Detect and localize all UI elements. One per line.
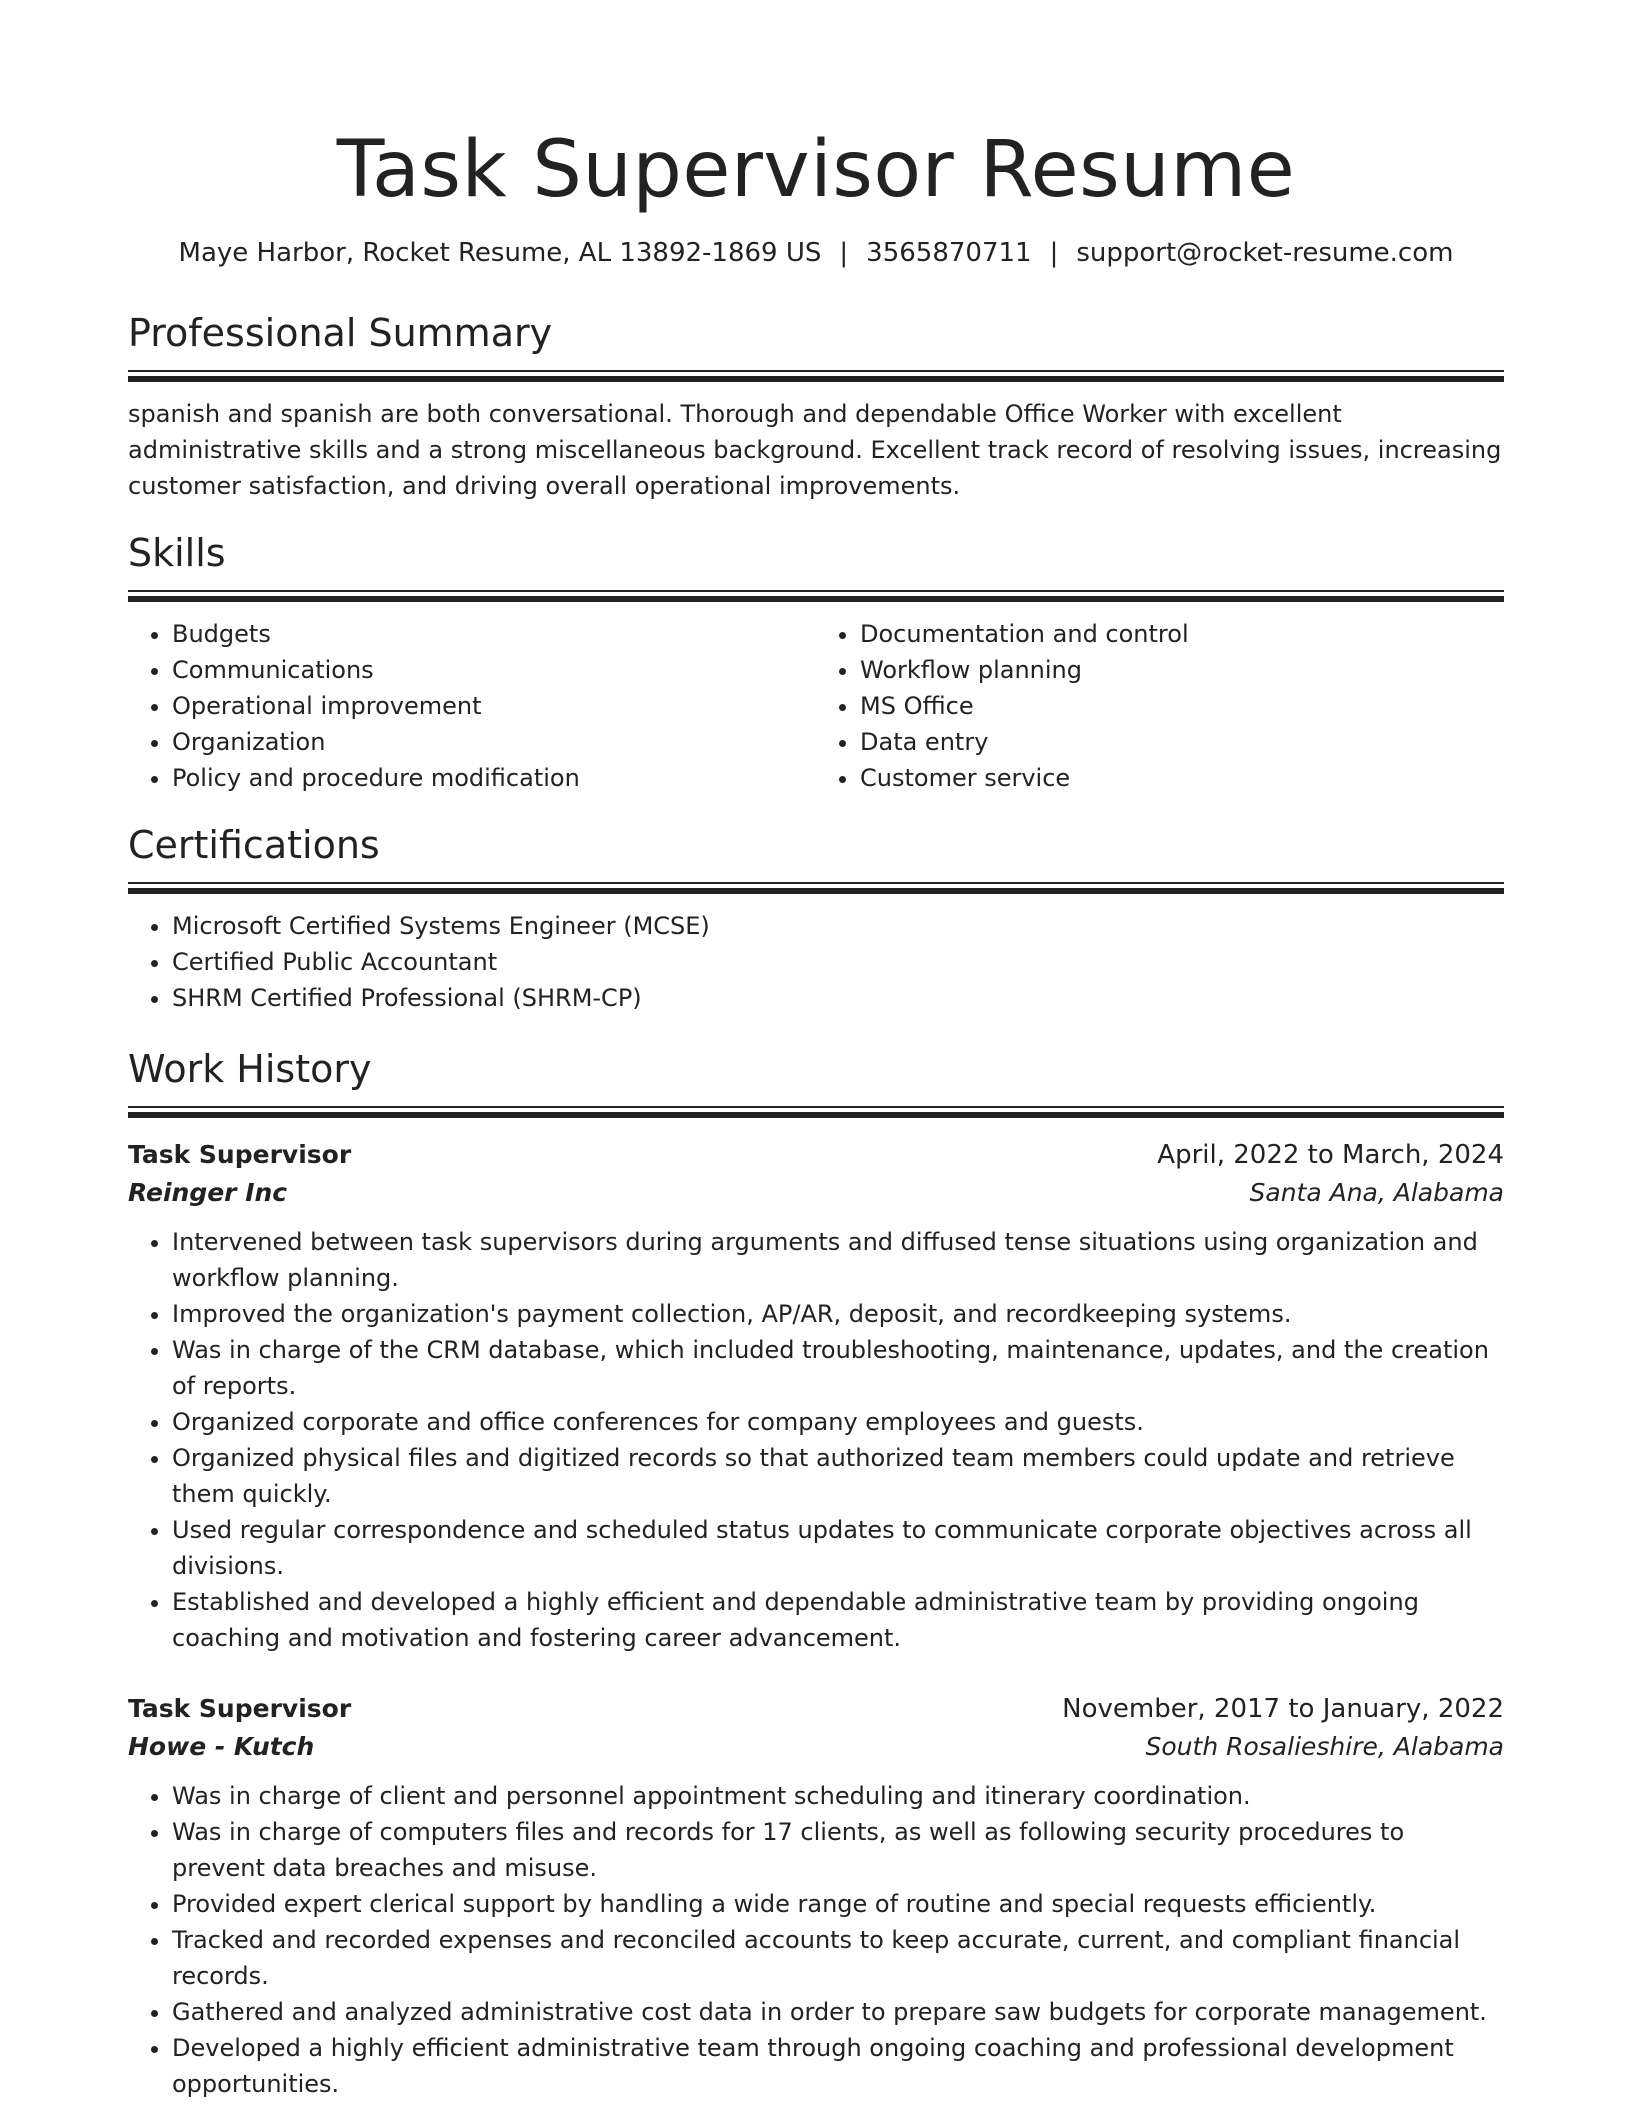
contact-separator: | bbox=[1049, 238, 1059, 268]
job-duty-item: • Was in charge of computers files and records for 17 clients, as well as following security procedures to prevent data breaches and misuse. bbox=[172, 1814, 1504, 1886]
job-duty-item: • Provided expert clerical support by handling a wide range of routine and special requests efficiently. bbox=[172, 1886, 1504, 1922]
section-heading: Skills bbox=[128, 531, 226, 575]
section-divider bbox=[128, 590, 1504, 602]
job-duty-item: • Tracked and recorded expenses and reconciled accounts to keep accurate, current, and compliant financial records. bbox=[172, 1922, 1504, 1994]
contact-separator: | bbox=[839, 238, 849, 268]
job-duty-item: • Was in charge of the CRM database, which included troubleshooting, maintenance, updates, and the creation of reports. bbox=[172, 1332, 1504, 1404]
summary-text: spanish and spanish are both conversational. Thorough and dependable Office Worker with excellent administrative skills and a strong miscellaneous background. Excellent track record of resolving issues, increasing customer satisfaction, and driving overall operational improvements. bbox=[128, 400, 1502, 500]
certifications-section bbox=[128, 822, 1504, 1016]
skill-item: • Organization bbox=[172, 724, 816, 760]
job-company-row bbox=[128, 1728, 1504, 1766]
skill-item: • Operational improvement bbox=[172, 688, 816, 724]
job-duty-item: • Intervened between task supervisors during arguments and diffused tense situations using organization and workflow planning. bbox=[172, 1224, 1504, 1296]
contact-email: support@rocket-resume.com bbox=[1076, 238, 1454, 268]
job-header-row bbox=[128, 1136, 1504, 1174]
job-duties-list bbox=[128, 1224, 1504, 1656]
certification-item: • Certified Public Accountant bbox=[172, 944, 1504, 980]
skills-section bbox=[128, 530, 1504, 796]
section-divider bbox=[128, 882, 1504, 894]
job-duty-item: • Improved the organization's payment collection, AP/AR, deposit, and recordkeeping systems. bbox=[172, 1296, 1504, 1332]
section-heading: Professional Summary bbox=[128, 311, 553, 355]
job-entry bbox=[128, 1690, 1504, 2102]
skill-item: • Data entry bbox=[860, 724, 1504, 760]
job-duty-item: • Established and developed a highly efficient and dependable administrative team by providing ongoing coaching and motivation and fostering career advancement. bbox=[172, 1584, 1504, 1656]
job-title: Task Supervisor bbox=[128, 1140, 352, 1169]
job-location: Santa Ana, Alabama bbox=[1249, 1178, 1504, 1207]
job-entry bbox=[128, 1136, 1504, 1656]
contact-phone: 3565870711 bbox=[866, 238, 1032, 268]
skill-item: • Budgets bbox=[172, 616, 816, 652]
resume-title: Task Supervisor Resume bbox=[336, 125, 1296, 215]
job-duty-item: • Was in charge of client and personnel appointment scheduling and itinerary coordination. bbox=[172, 1778, 1504, 1814]
job-duty-item: • Gathered and analyzed administrative cost data in order to prepare saw budgets for corporate management. bbox=[172, 1994, 1504, 2030]
skills-grid bbox=[128, 616, 1504, 796]
skill-item: • Policy and procedure modification bbox=[172, 760, 816, 796]
contact-line bbox=[128, 236, 1504, 270]
job-duties-list bbox=[128, 1778, 1504, 2102]
job-dates: November, 2017 to January, 2022 bbox=[1062, 1694, 1504, 1724]
work-history-section bbox=[128, 1046, 1504, 2102]
skills-list-right bbox=[816, 616, 1504, 796]
job-duty-item: • Used regular correspondence and scheduled status updates to communicate corporate objectives across all divisions. bbox=[172, 1512, 1504, 1584]
skill-item: • Workflow planning bbox=[860, 652, 1504, 688]
resume-page bbox=[128, 0, 1504, 2102]
section-heading: Certifications bbox=[128, 823, 380, 867]
job-company: Reinger Inc bbox=[128, 1178, 288, 1207]
job-duty-item: • Developed a highly efficient administrative team through ongoing coaching and professional development opportunities. bbox=[172, 2030, 1504, 2102]
skill-item: • MS Office bbox=[860, 688, 1504, 724]
certifications-list bbox=[128, 908, 1504, 1016]
certification-item: • Microsoft Certified Systems Engineer (MCSE) bbox=[172, 908, 1504, 944]
section-divider bbox=[128, 1106, 1504, 1118]
section-divider bbox=[128, 370, 1504, 382]
job-duty-item: • Organized corporate and office conferences for company employees and guests. bbox=[172, 1404, 1504, 1440]
section-heading: Work History bbox=[128, 1047, 372, 1091]
skill-item: • Documentation and control bbox=[860, 616, 1504, 652]
professional-summary-section bbox=[128, 310, 1504, 504]
contact-address: Maye Harbor, Rocket Resume, AL 13892-1869 US bbox=[178, 238, 822, 268]
skill-item: • Communications bbox=[172, 652, 816, 688]
job-dates: April, 2022 to March, 2024 bbox=[1157, 1140, 1504, 1170]
job-title: Task Supervisor bbox=[128, 1694, 352, 1723]
skills-list-left bbox=[128, 616, 816, 796]
job-company-row bbox=[128, 1174, 1504, 1212]
job-company: Howe - Kutch bbox=[128, 1732, 315, 1761]
job-duty-item: • Organized physical files and digitized records so that authorized team members could update and retrieve them quickly. bbox=[172, 1440, 1504, 1512]
job-location: South Rosalieshire, Alabama bbox=[1145, 1732, 1504, 1761]
certification-item: • SHRM Certified Professional (SHRM-CP) bbox=[172, 980, 1504, 1016]
skill-item: • Customer service bbox=[860, 760, 1504, 796]
job-header-row bbox=[128, 1690, 1504, 1728]
